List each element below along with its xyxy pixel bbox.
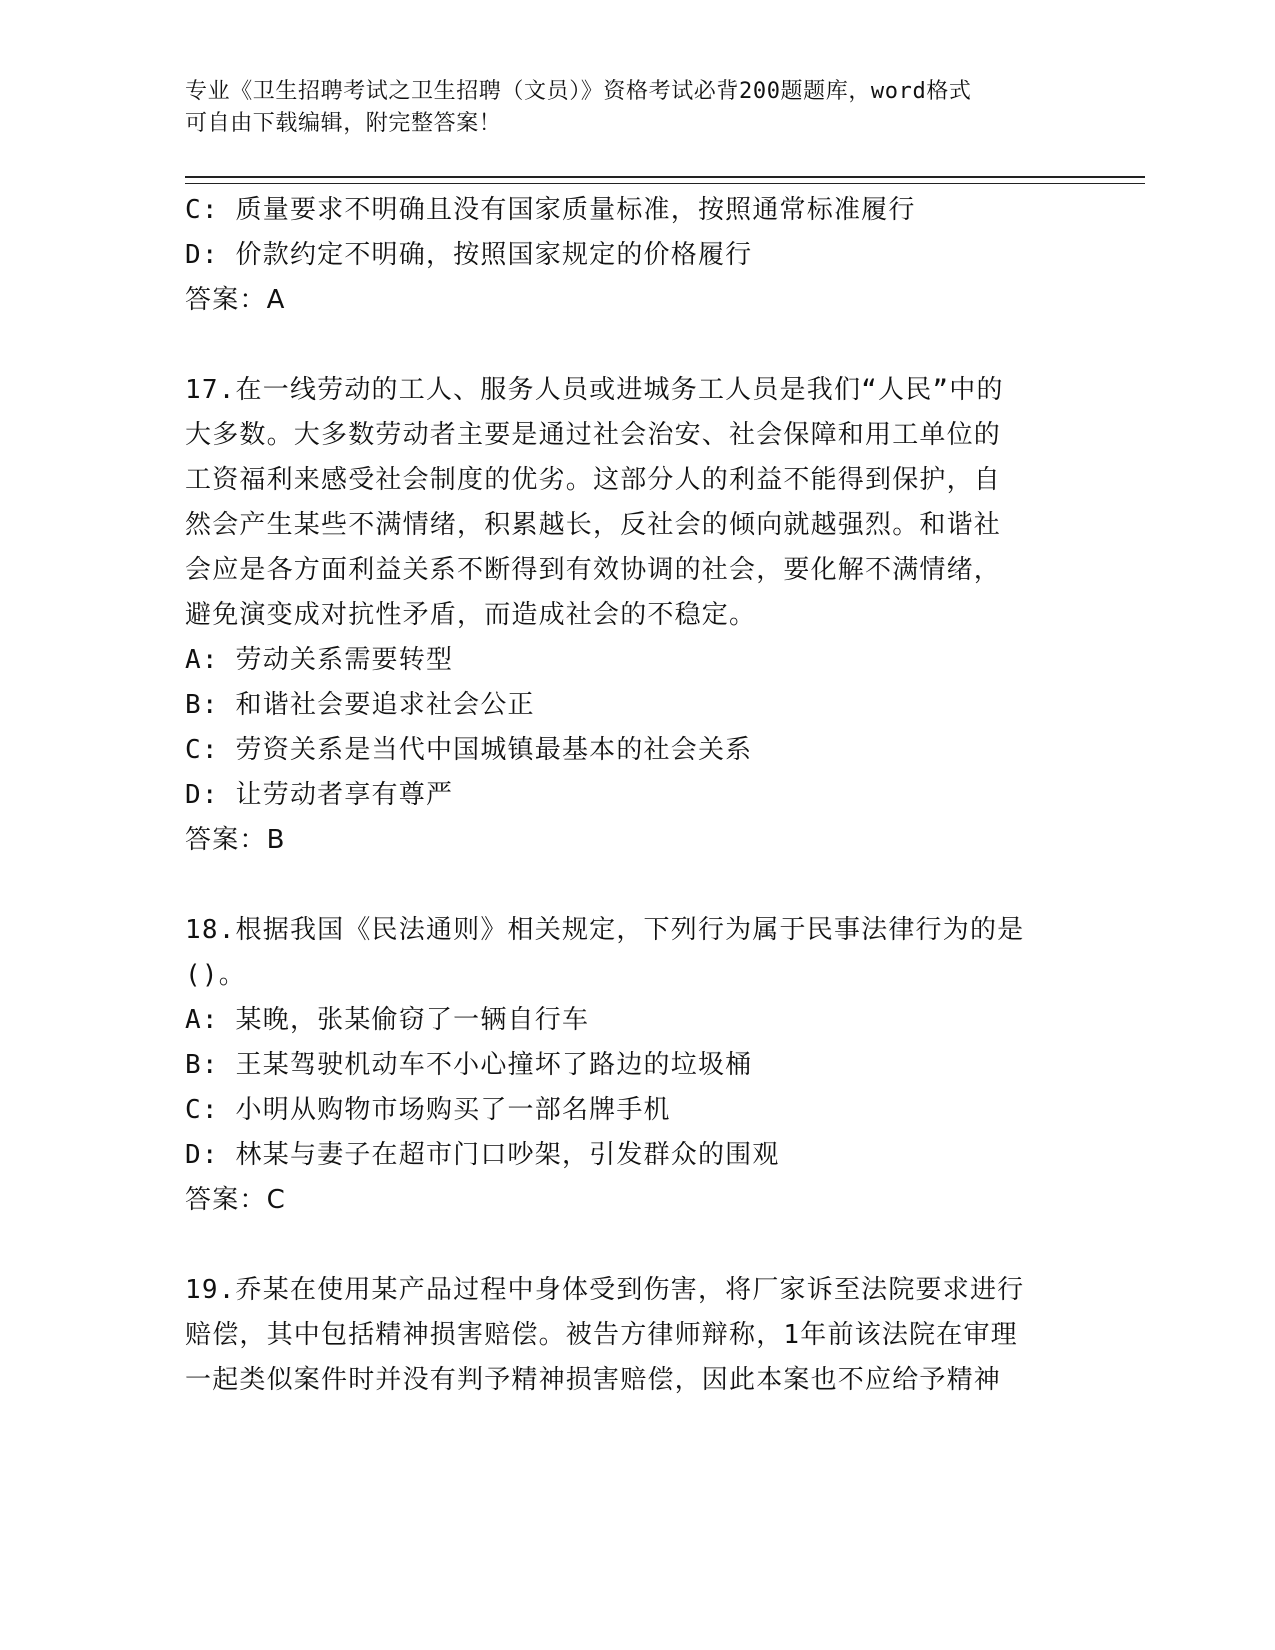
question-19	[185, 1268, 1085, 1403]
header-line-2: 可自由下载编辑，附完整答案！	[185, 111, 502, 136]
answer-label: 答案：C	[185, 1185, 286, 1215]
question-text-line: ()。	[185, 960, 246, 990]
question-16-continued	[185, 188, 1085, 323]
question-text-line: 一起类似案件时并没有判予精神损害赔偿，因此本案也不应给予精神	[185, 1365, 1002, 1395]
spacer	[185, 863, 1085, 908]
question-18	[185, 908, 1085, 1223]
question-text-line: 然会产生某些不满情绪，积累越长，反社会的倾向就越强烈。和谐社	[185, 510, 1002, 540]
question-text-line: 17.在一线劳动的工人、服务人员或进城务工人员是我们“人民”中的	[185, 375, 1004, 405]
answer-label: 答案：A	[185, 285, 286, 315]
question-text-line: 避免演变成对抗性矛盾，而造成社会的不稳定。	[185, 600, 757, 630]
question-content	[185, 188, 1085, 1403]
question-text-line: 19.乔某在使用某产品过程中身体受到伤害，将厂家诉至法院要求进行	[185, 1275, 1025, 1305]
question-text-line: 工资福利来感受社会制度的优劣。这部分人的利益不能得到保护，自	[185, 465, 1002, 495]
option-a: A: 劳动关系需要转型	[185, 645, 454, 675]
header-divider-thin	[185, 183, 1145, 184]
header-line-1: 专业《卫生招聘考试之卫生招聘（文员）》资格考试必背200题题库，word格式	[185, 79, 972, 104]
option-b: B: 王某驾驶机动车不小心撞坏了路边的垃圾桶	[185, 1050, 753, 1080]
option-c: C: 质量要求不明确且没有国家质量标准，按照通常标准履行	[185, 195, 916, 225]
option-d: D: 价款约定不明确，按照国家规定的价格履行	[185, 240, 753, 270]
option-c: C: 小明从购物市场购买了一部名牌手机	[185, 1095, 671, 1125]
spacer	[185, 1223, 1085, 1268]
spacer	[185, 323, 1085, 368]
option-c: C: 劳资关系是当代中国城镇最基本的社会关系	[185, 735, 753, 765]
question-text-line: 大多数。大多数劳动者主要是通过社会治安、社会保障和用工单位的	[185, 420, 1002, 450]
answer-label: 答案：B	[185, 825, 286, 855]
option-d: D: 让劳动者享有尊严	[185, 780, 454, 810]
question-text-line: 赔偿，其中包括精神损害赔偿。被告方律师辩称，1年前该法院在审理	[185, 1320, 1018, 1350]
question-text-line: 18.根据我国《民法通则》相关规定，下列行为属于民事法律行为的是	[185, 915, 1025, 945]
question-text-line: 会应是各方面利益关系不断得到有效协调的社会，要化解不满情绪，	[185, 555, 1002, 585]
header-divider-thick	[185, 176, 1145, 178]
question-17	[185, 368, 1085, 863]
option-d: D: 林某与妻子在超市门口吵架，引发群众的围观	[185, 1140, 780, 1170]
option-b: B: 和谐社会要追求社会公正	[185, 690, 535, 720]
document-header	[185, 76, 1065, 140]
option-a: A: 某晚，张某偷窃了一辆自行车	[185, 1005, 590, 1035]
